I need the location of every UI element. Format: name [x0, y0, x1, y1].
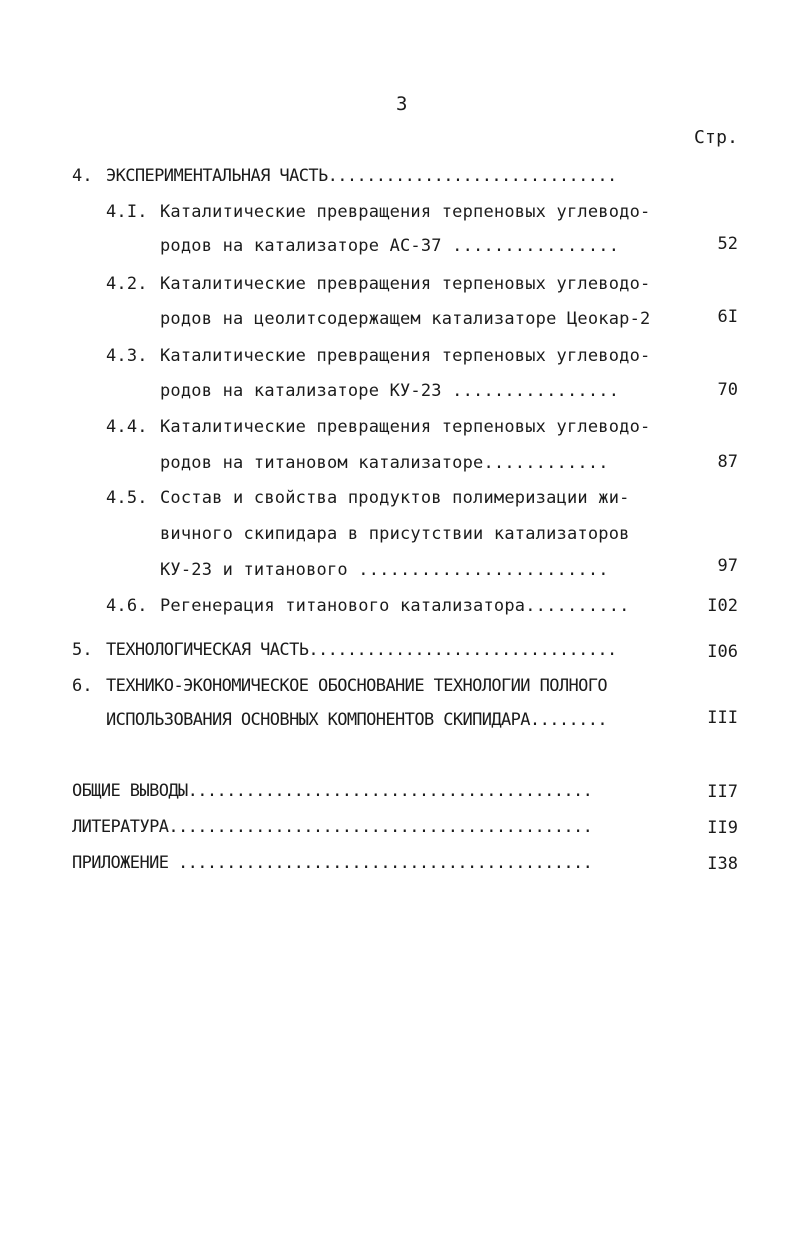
toc-page-4-3: 70	[717, 380, 738, 400]
toc-num-4-5: 4.5.	[106, 488, 148, 508]
toc-title-4-4-line1: Каталитические превращения терпеновых углеводо-	[160, 417, 651, 437]
toc-page-5: I06	[707, 642, 738, 662]
toc-title-5: ТЕХНОЛОГИЧЕСКАЯ ЧАСТЬ................................	[106, 640, 617, 660]
toc-page-literature: II9	[707, 818, 738, 838]
toc-num-4-4: 4.4.	[106, 417, 148, 437]
page-number: 3	[396, 93, 408, 115]
toc-num-4-2: 4.2.	[106, 274, 148, 294]
toc-title-4-3-line1: Каталитические превращения терпеновых углеводо-	[160, 346, 651, 366]
toc-title-4-1-line2: родов на катализаторе АС-37 ................	[160, 236, 620, 256]
toc-title-4-6: Регенерация титанового катализатора..........	[160, 596, 630, 616]
toc-num-6: 6.	[72, 676, 93, 696]
toc-num-4-6: 4.6.	[106, 596, 148, 616]
toc-title-4-3-line2: родов на катализаторе КУ-23 ................	[160, 381, 620, 401]
toc-num-4: 4.	[72, 166, 93, 186]
toc-page-4-2: 6I	[717, 307, 738, 327]
toc-page-6: III	[707, 708, 738, 728]
toc-num-4-1: 4.I.	[106, 202, 148, 222]
toc-num-4-3: 4.3.	[106, 346, 148, 366]
toc-title-4-4-line2: родов на титановом катализаторе............	[160, 453, 609, 473]
page-column-label: Стр.	[694, 127, 739, 148]
toc-title-4-5-line2: вичного скипидара в присутствии катализаторов	[160, 524, 630, 544]
toc-page-4-5: 97	[717, 556, 738, 576]
toc-page-conclusions: II7	[707, 782, 738, 802]
toc-title-4: ЭКСПЕРИМЕНТАЛЬНАЯ ЧАСТЬ..............................	[106, 166, 617, 186]
toc-title-4-1-line1: Каталитические превращения терпеновых углеводо-	[160, 202, 651, 222]
toc-page-4-6: I02	[707, 596, 738, 616]
toc-title-4-2-line1: Каталитические превращения терпеновых углеводо-	[160, 274, 651, 294]
toc-appendix: ПРИЛОЖЕНИЕ ...........................................	[72, 853, 593, 873]
toc-page-4-1: 52	[717, 234, 738, 254]
toc-title-6-line1: ТЕХНИКО-ЭКОНОМИЧЕСКОЕ ОБОСНОВАНИЕ ТЕХНОЛОГИИ ПОЛНОГО	[106, 676, 608, 696]
toc-title-4-5-line1: Состав и свойства продуктов полимеризации жи-	[160, 488, 630, 508]
toc-num-5: 5.	[72, 640, 93, 660]
toc-title-4-2-line2: родов на цеолитсодержащем катализаторе Цеокар-2	[160, 309, 651, 329]
toc-literature: ЛИТЕРАТУРА............................................	[72, 817, 593, 837]
toc-conclusions: ОБЩИЕ ВЫВОДЫ..........................................	[72, 781, 593, 801]
toc-title-6-line2: ИСПОЛЬЗОВАНИЯ ОСНОВНЫХ КОМПОНЕНТОВ СКИПИДАРА........	[106, 710, 608, 730]
toc-title-4-5-line3: КУ-23 и титанового ........................	[160, 560, 609, 580]
toc-page-4-4: 87	[717, 452, 738, 472]
toc-page-appendix: I38	[707, 854, 738, 874]
